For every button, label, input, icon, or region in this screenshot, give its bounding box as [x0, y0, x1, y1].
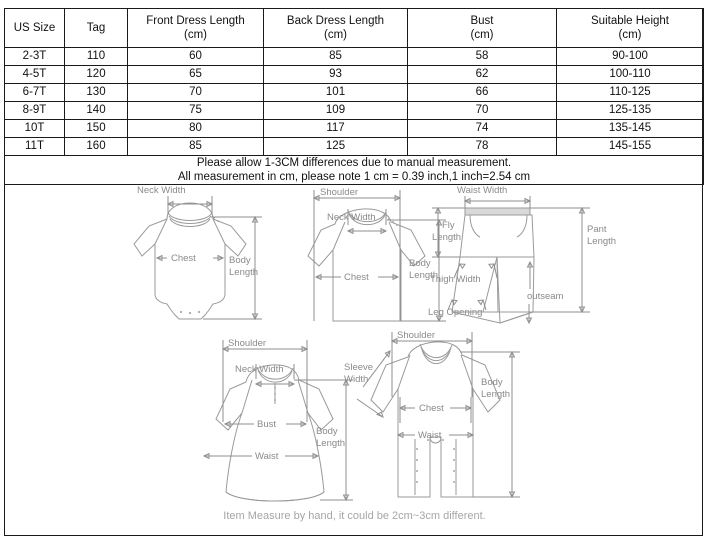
diagram-romper — [345, 327, 535, 527]
table-body — [5, 48, 704, 185]
label-body-length-line1: Body — [316, 426, 338, 437]
label-body-length-line2: Length — [481, 389, 511, 400]
col-header-us-size-title: US Size — [13, 21, 56, 34]
cell-front-dress-length: 60 — [128, 48, 264, 66]
label-body-length-line1: Body — [229, 255, 251, 266]
table-row — [5, 138, 704, 156]
label-waist: Waist — [255, 451, 279, 462]
cell-suitable-height: 90-100 — [557, 48, 704, 66]
label-body-length-line2: Length — [316, 438, 346, 449]
cell-back-dress-length: 117 — [264, 120, 408, 138]
label-waist: Waist — [418, 430, 442, 441]
label-shoulder: Shoulder — [228, 338, 267, 349]
cell-bust: 70 — [408, 102, 557, 120]
col-header-tag-title: Tag — [86, 21, 106, 34]
label-fly-length-line2: Length — [432, 232, 462, 243]
label-chest: Chest — [419, 403, 444, 414]
col-header-tag — [65, 9, 128, 48]
table-row — [5, 102, 704, 120]
table-row — [5, 48, 704, 66]
cell-us-size: 10T — [5, 120, 65, 138]
label-sleeve-width-line1: Sleeve — [344, 362, 374, 373]
col-header-front-dress-length — [128, 9, 264, 48]
measurement-note-line-1: Please allow 1-3CM differences due to manual measurement. — [196, 157, 512, 169]
label-outseam: outseam — [527, 291, 564, 302]
measurement-note-line-2: All measurement in cm, please note 1 cm = 0.39 inch,1 inch=2.54 cm — [177, 171, 531, 184]
col-header-back-dress-length-title: Back Dress Length — [286, 14, 385, 27]
table-notes-row — [5, 156, 704, 185]
col-header-back-dress-length-unit: (cm) — [324, 29, 347, 41]
cell-front-dress-length: 80 — [128, 120, 264, 138]
col-header-suitable-height-unit: (cm) — [618, 29, 642, 41]
cell-front-dress-length: 65 — [128, 66, 264, 84]
cell-suitable-height: 145-155 — [557, 138, 704, 156]
label-chest: Chest — [344, 272, 369, 283]
cell-tag: 130 — [65, 84, 128, 102]
table-header — [5, 9, 704, 48]
cell-front-dress-length: 85 — [128, 138, 264, 156]
cell-us-size: 2-3T — [5, 48, 65, 66]
col-header-back-dress-length — [264, 9, 408, 48]
diagram-dress — [190, 334, 365, 524]
cell-tag: 150 — [65, 120, 128, 138]
label-body-length-line1: Body — [409, 258, 431, 269]
label-leg-opening: Leg Opening — [428, 307, 483, 318]
cell-bust: 78 — [408, 138, 557, 156]
label-waist-width: Waist Width — [457, 185, 508, 196]
cell-us-size: 11T — [5, 138, 65, 156]
cell-us-size: 8-9T — [5, 102, 65, 120]
label-shoulder: Shoulder — [397, 330, 436, 341]
table-row — [5, 120, 704, 138]
label-body-length-line1: Body — [481, 377, 503, 388]
col-header-suitable-height — [557, 9, 704, 48]
cell-suitable-height: 125-135 — [557, 102, 704, 120]
cell-bust: 66 — [408, 84, 557, 102]
cell-suitable-height: 135-145 — [557, 120, 704, 138]
label-body-length-line2: Length — [409, 270, 439, 281]
label-body-length-line2: Length — [229, 267, 259, 278]
label-neck-width: Neck Width — [327, 212, 376, 223]
diagram-pants — [428, 182, 617, 342]
col-header-bust-unit: (cm) — [470, 29, 494, 41]
col-header-front-dress-length-title: Front Dress Length — [146, 14, 245, 27]
cell-bust: 74 — [408, 120, 557, 138]
label-pant-length-line1: Pant — [587, 224, 607, 235]
cell-bust: 58 — [408, 48, 557, 66]
cell-back-dress-length: 93 — [264, 66, 408, 84]
label-pant-length-line2: Length — [587, 236, 617, 247]
cell-back-dress-length: 85 — [264, 48, 408, 66]
cell-bust: 62 — [408, 66, 557, 84]
cell-suitable-height: 100-110 — [557, 66, 704, 84]
cell-front-dress-length: 70 — [128, 84, 264, 102]
cell-suitable-height: 110-125 — [557, 84, 704, 102]
measurement-notes — [5, 156, 704, 185]
size-chart-table — [4, 8, 704, 185]
label-thigh-width: Thigh Width — [430, 274, 481, 285]
cell-tag: 140 — [65, 102, 128, 120]
cell-back-dress-length: 101 — [264, 84, 408, 102]
col-header-bust — [408, 9, 557, 48]
cell-us-size: 4-5T — [5, 66, 65, 84]
label-bust: Bust — [257, 419, 277, 430]
cell-back-dress-length: 125 — [264, 138, 408, 156]
label-shoulder: Shoulder — [320, 187, 359, 198]
label-sleeve-width-line2: Width — [344, 374, 369, 385]
label-chest: Chest — [171, 253, 196, 264]
garment-diagrams-area — [5, 182, 702, 535]
label-neck-width: Neck Width — [235, 364, 284, 375]
cell-us-size: 6-7T — [5, 84, 65, 102]
cell-front-dress-length: 75 — [128, 102, 264, 120]
col-header-suitable-height-title: Suitable Height — [591, 14, 669, 27]
cell-tag: 110 — [65, 48, 128, 66]
label-neck-width: Neck Width — [137, 185, 186, 196]
table-header-row — [5, 9, 704, 48]
table-row — [5, 84, 704, 102]
table-row — [5, 66, 704, 84]
col-header-us-size — [5, 9, 65, 48]
footer-measure-note: Item Measure by hand, it could be 2cm~3cm different. — [223, 510, 486, 522]
diagram-bodysuit — [105, 182, 275, 327]
col-header-front-dress-length-unit: (cm) — [184, 29, 207, 41]
col-header-bust-title: Bust — [470, 14, 494, 27]
cell-tag: 160 — [65, 138, 128, 156]
cell-tag: 120 — [65, 66, 128, 84]
cell-back-dress-length: 109 — [264, 102, 408, 120]
label-fly-length-line1: Fly — [442, 220, 455, 231]
